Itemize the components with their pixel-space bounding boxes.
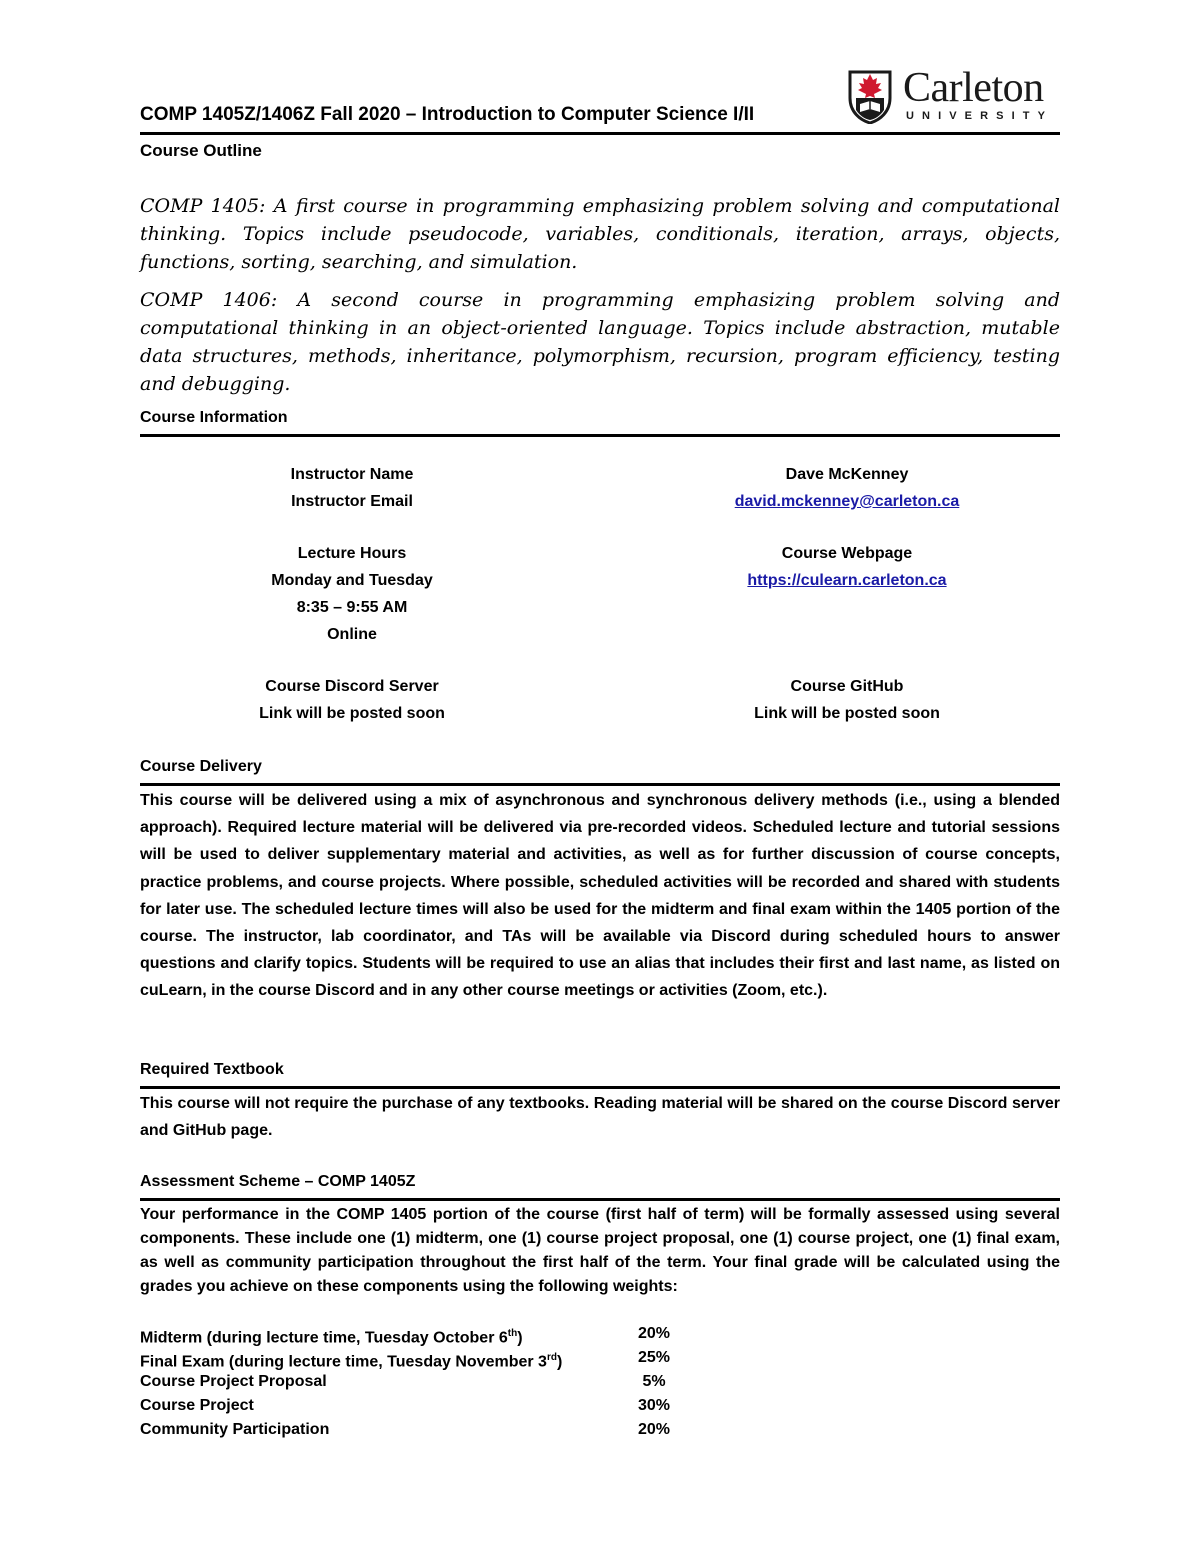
document-title: COMP 1405Z/1406Z Fall 2020 – Introduction to Computer Science I/II [140, 104, 755, 125]
comp1405-description: COMP 1405: A first course in programming emphasizing problem solving and computational thinking. Topics include pseudocode, variables, conditionals, iteration, arrays, objects, functions, sorting, searching, and simulation. [140, 195, 1060, 273]
weight-value: 25% [637, 1349, 671, 1366]
course-outline-heading: Course Outline [140, 141, 262, 160]
lecture-time: 8:35 – 9:55 AM [296, 599, 408, 616]
lecture-mode: Online [327, 626, 377, 643]
delivery-divider [140, 783, 1060, 786]
course-delivery-text: This course will be delivered using a mix of asynchronous and synchronous delivery methods (i.e., using a blended approach). Required lecture material will be delivered via pre-recorded videos. Scheduled lecture and tutorial sessions will be used to deliver supplementary material and activities, as well as for further discussion of course concepts, practice problems, and course projects. Where possible, scheduled activities will be recorded and shared with students for later use. The scheduled lecture times will also be used for the midterm and final exam within the 1405 portion of the course. The instructor, lab coordinator, and TAs will be available via Discord during scheduled hours to answer questions and clarify topics. Students will be required to use an alias that includes their first and last name, as listed on cuLearn, in the course Discord and in any other course meetings or activities (Zoom, etc.). [140, 792, 1060, 1000]
discord-value: Link will be posted soon [259, 705, 445, 722]
weight-label: Midterm (during lecture time, Tuesday October 6 [140, 1329, 508, 1347]
weight-label-sup: th [507, 1328, 518, 1339]
weight-label-suffix: ) [517, 1329, 523, 1347]
course-information-heading: Course Information [140, 409, 288, 426]
discord-label: Course Discord Server [265, 678, 439, 695]
information-divider [140, 434, 1060, 437]
carleton-logo [848, 65, 1058, 124]
instructor-email-label: Instructor Email [291, 493, 413, 510]
instructor-name-label: Instructor Name [290, 466, 414, 483]
weight-value: 20% [637, 1421, 671, 1438]
weight-label: Course Project Proposal [140, 1373, 327, 1390]
carleton-shield-icon [848, 68, 892, 124]
header-divider [140, 132, 1060, 135]
weight-value: 5% [642, 1373, 666, 1390]
info-left-column [142, 461, 562, 727]
assessment-scheme-heading: Assessment Scheme – COMP 1405Z [140, 1173, 416, 1190]
textbook-divider [140, 1086, 1060, 1089]
weight-value: 20% [637, 1325, 671, 1342]
weight-label-sup: rd [546, 1352, 557, 1363]
logo-wordmark: Carleton [903, 65, 1044, 111]
instructor-email-link[interactable]: david.mckenney@carleton.ca [734, 493, 960, 510]
github-value: Link will be posted soon [754, 705, 940, 722]
weight-value: 30% [637, 1397, 671, 1414]
github-label: Course GitHub [790, 678, 904, 695]
info-right-column [637, 461, 1057, 727]
weight-label: Course Project [140, 1397, 254, 1414]
comp1406-description: COMP 1406: A second course in programming emphasizing problem solving and computational thinking in an object-oriented language. Topics include abstraction, mutable data structures, methods, inheritance, polymorphism, recursion, program efficiency, testing and debugging. [140, 289, 1060, 395]
assessment-divider [140, 1198, 1060, 1201]
assessment-text: Your performance in the COMP 1405 portion of the course (first half of term) will be formally assessed using several components. These include one (1) midterm, one (1) course project proposal, one (1) course project, one (1) final exam, as well as community participation throughout the first half of the term. Your final grade will be calculated using the grades you achieve on these components using the following weights: [140, 1206, 1060, 1295]
course-webpage-label: Course Webpage [781, 545, 913, 562]
course-delivery-heading: Course Delivery [140, 758, 262, 775]
required-textbook-heading: Required Textbook [140, 1061, 284, 1078]
weight-label: Community Participation [140, 1421, 330, 1438]
required-textbook-text: This course will not require the purchase of any textbooks. Reading material will be shared on the course Discord server and GitHub page. [140, 1095, 1060, 1140]
lecture-days: Monday and Tuesday [271, 572, 433, 589]
weight-label: Final Exam (during lecture time, Tuesday November 3 [140, 1353, 547, 1371]
lecture-hours-label: Lecture Hours [297, 545, 407, 562]
weight-label-suffix: ) [556, 1353, 563, 1371]
instructor-name: Dave McKenney [785, 466, 909, 483]
logo-subtitle: UNIVERSITY [906, 110, 1054, 122]
course-webpage-link[interactable]: https://culearn.carleton.ca [747, 572, 947, 589]
